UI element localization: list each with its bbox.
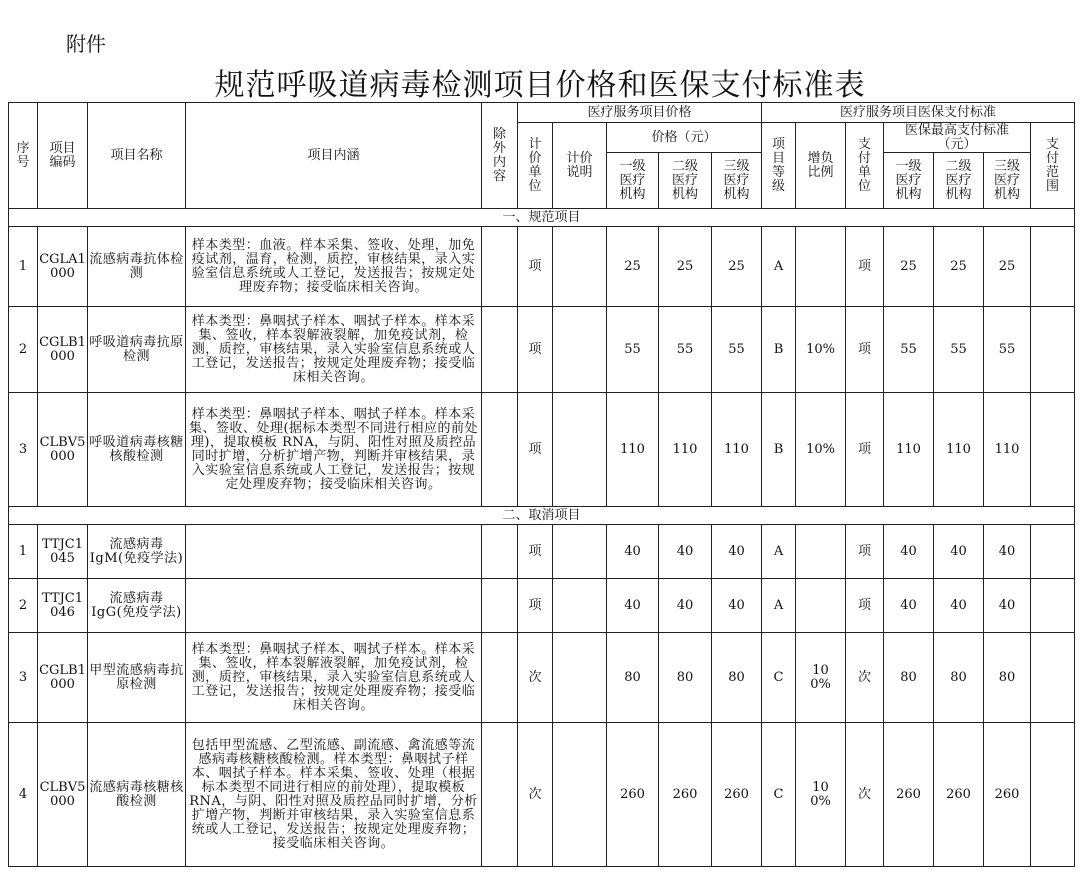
cell-code: CLBV5000 <box>38 393 88 507</box>
section-label: 二、取消项目 <box>9 507 1075 525</box>
cell-scope <box>1031 227 1075 307</box>
cell-price-level1: 80 <box>607 633 659 723</box>
cell-unit: 项 <box>518 393 553 507</box>
cell-content: 样本类型：血液。样本采集、签收、处理，加免疫试剂，温育，检测，质控，审核结果，录入实验室信息系统或人工登记，发送报告；按规定处理废弃物；接受临床相关咨询。 <box>186 227 482 307</box>
attachment-label: 附件 <box>66 32 106 56</box>
document-title: 规范呼吸道病毒检测项目价格和医保支付标准表 <box>214 68 866 103</box>
cell-seq: 1 <box>9 525 38 579</box>
cell-excluded <box>482 393 518 507</box>
cell-price-level2: 110 <box>659 393 712 507</box>
header-price-group: 医疗服务项目价格 <box>518 103 762 123</box>
cell-scope <box>1031 525 1075 579</box>
cell-pay-unit: 项 <box>846 393 884 507</box>
cell-max-level1: 40 <box>884 579 934 633</box>
cell-content: 样本类型：鼻咽拭子样本、咽拭子样本。样本采集、签收，样本裂解液裂解，加免疫试剂，检测，质控，审核结果，录入实验室信息系统或人工登记，发送报告；按规定处理废弃物；接受临床相关咨询。 <box>186 307 482 393</box>
cell-note <box>553 307 607 393</box>
cell-max-level3: 55 <box>984 307 1031 393</box>
cell-excluded <box>482 723 518 867</box>
cell-price-level3: 110 <box>712 393 762 507</box>
cell-unit: 项 <box>518 307 553 393</box>
header-max-pay: 医保最高支付标准（元） <box>884 123 1031 153</box>
cell-code: CGLB1000 <box>38 633 88 723</box>
cell-price-level3: 25 <box>712 227 762 307</box>
header-max-level2: 二级医疗机构 <box>934 153 984 209</box>
cell-name: 流感病毒IgM(免疫学法) <box>88 525 186 579</box>
cell-price-level2: 25 <box>659 227 712 307</box>
cell-note <box>553 525 607 579</box>
cell-grade: B <box>762 393 796 507</box>
cell-pay-unit: 次 <box>846 723 884 867</box>
cell-price-level1: 55 <box>607 307 659 393</box>
cell-seq: 2 <box>9 307 38 393</box>
cell-note <box>553 723 607 867</box>
cell-name: 甲型流感病毒抗原检测 <box>88 633 186 723</box>
cell-scope <box>1031 393 1075 507</box>
cell-unit: 项 <box>518 525 553 579</box>
cell-copay: 100% <box>796 633 846 723</box>
cell-copay: 100% <box>796 723 846 867</box>
table-row <box>9 307 1075 393</box>
cell-seq: 3 <box>9 633 38 723</box>
cell-pay-unit: 项 <box>846 307 884 393</box>
cell-max-level2: 260 <box>934 723 984 867</box>
header-grade: 项目等级 <box>762 123 796 209</box>
cell-price-level1: 40 <box>607 579 659 633</box>
cell-pay-unit: 项 <box>846 525 884 579</box>
cell-code: TTJC1046 <box>38 579 88 633</box>
cell-price-level2: 80 <box>659 633 712 723</box>
cell-max-level3: 25 <box>984 227 1031 307</box>
cell-price-level1: 260 <box>607 723 659 867</box>
cell-note <box>553 227 607 307</box>
cell-pay-unit: 项 <box>846 227 884 307</box>
cell-max-level3: 40 <box>984 525 1031 579</box>
cell-code: CLBV5000 <box>38 723 88 867</box>
cell-max-level2: 55 <box>934 307 984 393</box>
table-row <box>9 393 1075 507</box>
cell-unit: 项 <box>518 227 553 307</box>
header-content: 项目内涵 <box>186 103 482 209</box>
cell-max-level1: 25 <box>884 227 934 307</box>
cell-price-level3: 40 <box>712 525 762 579</box>
cell-max-level2: 40 <box>934 579 984 633</box>
header-max-level1: 一级医疗机构 <box>884 153 934 209</box>
cell-seq: 2 <box>9 579 38 633</box>
cell-price-level3: 40 <box>712 579 762 633</box>
cell-name: 流感病毒核糖核酸检测 <box>88 723 186 867</box>
cell-grade: B <box>762 307 796 393</box>
cell-price-level1: 40 <box>607 525 659 579</box>
cell-excluded <box>482 307 518 393</box>
cell-max-level3: 110 <box>984 393 1031 507</box>
cell-unit: 次 <box>518 723 553 867</box>
cell-grade: A <box>762 227 796 307</box>
cell-copay <box>796 525 846 579</box>
cell-copay: 10% <box>796 307 846 393</box>
cell-excluded <box>482 633 518 723</box>
header-scope: 支付范围 <box>1031 123 1075 209</box>
header-seq: 序号 <box>9 103 38 209</box>
cell-copay <box>796 227 846 307</box>
cell-max-level1: 110 <box>884 393 934 507</box>
cell-scope <box>1031 579 1075 633</box>
cell-excluded <box>482 579 518 633</box>
cell-name: 流感病毒IgG(免疫学法) <box>88 579 186 633</box>
cell-price-level3: 55 <box>712 307 762 393</box>
cell-name: 流感病毒抗体检测 <box>88 227 186 307</box>
header-unit: 计价单位 <box>518 123 553 209</box>
header-level1: 一级医疗机构 <box>607 153 659 209</box>
section-row <box>9 209 1075 227</box>
cell-copay: 10% <box>796 393 846 507</box>
header-insurance-group: 医疗服务项目医保支付标准 <box>762 103 1075 123</box>
cell-unit: 次 <box>518 633 553 723</box>
cell-max-level2: 80 <box>934 633 984 723</box>
cell-excluded <box>482 227 518 307</box>
table-row <box>9 525 1075 579</box>
header-copay: 增负比例 <box>796 123 846 209</box>
cell-content <box>186 579 482 633</box>
cell-pay-unit: 次 <box>846 633 884 723</box>
header-excluded: 除外内容 <box>482 103 518 209</box>
cell-content: 样本类型：鼻咽拭子样本、咽拭子样本。样本采集、签收，样本裂解液裂解，加免疫试剂，检测，质控，审核结果，录入实验室信息系统或人工登记，发送报告；按规定处理废弃物；接受临床相关咨询。 <box>186 633 482 723</box>
cell-content: 样本类型：鼻咽拭子样本、咽拭子样本。样本采集、签收、处理(据标本类型不同进行相应的前处理)，提取模板 RNA，与阴、阳性对照及质控品同时扩增，分析扩增产物，判断并审核结果，录入实验室信息系统或人工登记，发送报告；按规定处理废弃物；接受临床相关咨询。 <box>186 393 482 507</box>
cell-price-level2: 260 <box>659 723 712 867</box>
cell-code: TTJC1045 <box>38 525 88 579</box>
header-note: 计价说明 <box>553 123 607 209</box>
header-max-level3: 三级医疗机构 <box>984 153 1031 209</box>
cell-seq: 4 <box>9 723 38 867</box>
cell-max-level3: 80 <box>984 633 1031 723</box>
cell-max-level1: 260 <box>884 723 934 867</box>
cell-price-level3: 260 <box>712 723 762 867</box>
cell-note <box>553 393 607 507</box>
cell-grade: C <box>762 723 796 867</box>
cell-max-level2: 25 <box>934 227 984 307</box>
cell-max-level2: 110 <box>934 393 984 507</box>
header-code: 项目编码 <box>38 103 88 209</box>
cell-price-level1: 110 <box>607 393 659 507</box>
cell-seq: 3 <box>9 393 38 507</box>
cell-max-level1: 40 <box>884 525 934 579</box>
table-row <box>9 633 1075 723</box>
table-row <box>9 723 1075 867</box>
header-price-sub: 价格（元） <box>607 123 762 153</box>
header-level2: 二级医疗机构 <box>659 153 712 209</box>
section-row <box>9 507 1075 525</box>
cell-scope <box>1031 633 1075 723</box>
cell-excluded <box>482 525 518 579</box>
cell-price-level2: 40 <box>659 579 712 633</box>
cell-grade: C <box>762 633 796 723</box>
cell-name: 呼吸道病毒抗原检测 <box>88 307 186 393</box>
cell-max-level3: 260 <box>984 723 1031 867</box>
cell-max-level1: 55 <box>884 307 934 393</box>
cell-code: CGLB1000 <box>38 307 88 393</box>
cell-note <box>553 633 607 723</box>
cell-max-level3: 40 <box>984 579 1031 633</box>
cell-code: CGLA1000 <box>38 227 88 307</box>
cell-pay-unit: 项 <box>846 579 884 633</box>
section-label: 一、规范项目 <box>9 209 1075 227</box>
header-pay-unit: 支付单位 <box>846 123 884 209</box>
cell-max-level1: 80 <box>884 633 934 723</box>
cell-price-level2: 55 <box>659 307 712 393</box>
cell-seq: 1 <box>9 227 38 307</box>
cell-price-level2: 40 <box>659 525 712 579</box>
cell-scope <box>1031 307 1075 393</box>
cell-content <box>186 525 482 579</box>
cell-max-level2: 40 <box>934 525 984 579</box>
table-row <box>9 227 1075 307</box>
table-row <box>9 579 1075 633</box>
cell-scope <box>1031 723 1075 867</box>
header-name: 项目名称 <box>88 103 186 209</box>
price-standard-table <box>8 102 1075 867</box>
cell-unit: 项 <box>518 579 553 633</box>
cell-grade: A <box>762 579 796 633</box>
cell-name: 呼吸道病毒核糖核酸检测 <box>88 393 186 507</box>
cell-content: 包括甲型流感、乙型流感、副流感、禽流感等流感病毒核糖核酸检测。样本类型：鼻咽拭子样本、咽拭子样本。样本采集、签收、处理（根据标本类型不同进行相应的前处理），提取模板 RNA，与阴、阳性对照及质控品同时扩增，分析扩增产物，判断并审核结果，录入实验室信息系统或人工登记，发送报告；按规定处理废弃物；接受临床相关咨询。 <box>186 723 482 867</box>
cell-price-level3: 80 <box>712 633 762 723</box>
cell-price-level1: 25 <box>607 227 659 307</box>
cell-copay <box>796 579 846 633</box>
cell-grade: A <box>762 525 796 579</box>
header-level3: 三级医疗机构 <box>712 153 762 209</box>
cell-note <box>553 579 607 633</box>
